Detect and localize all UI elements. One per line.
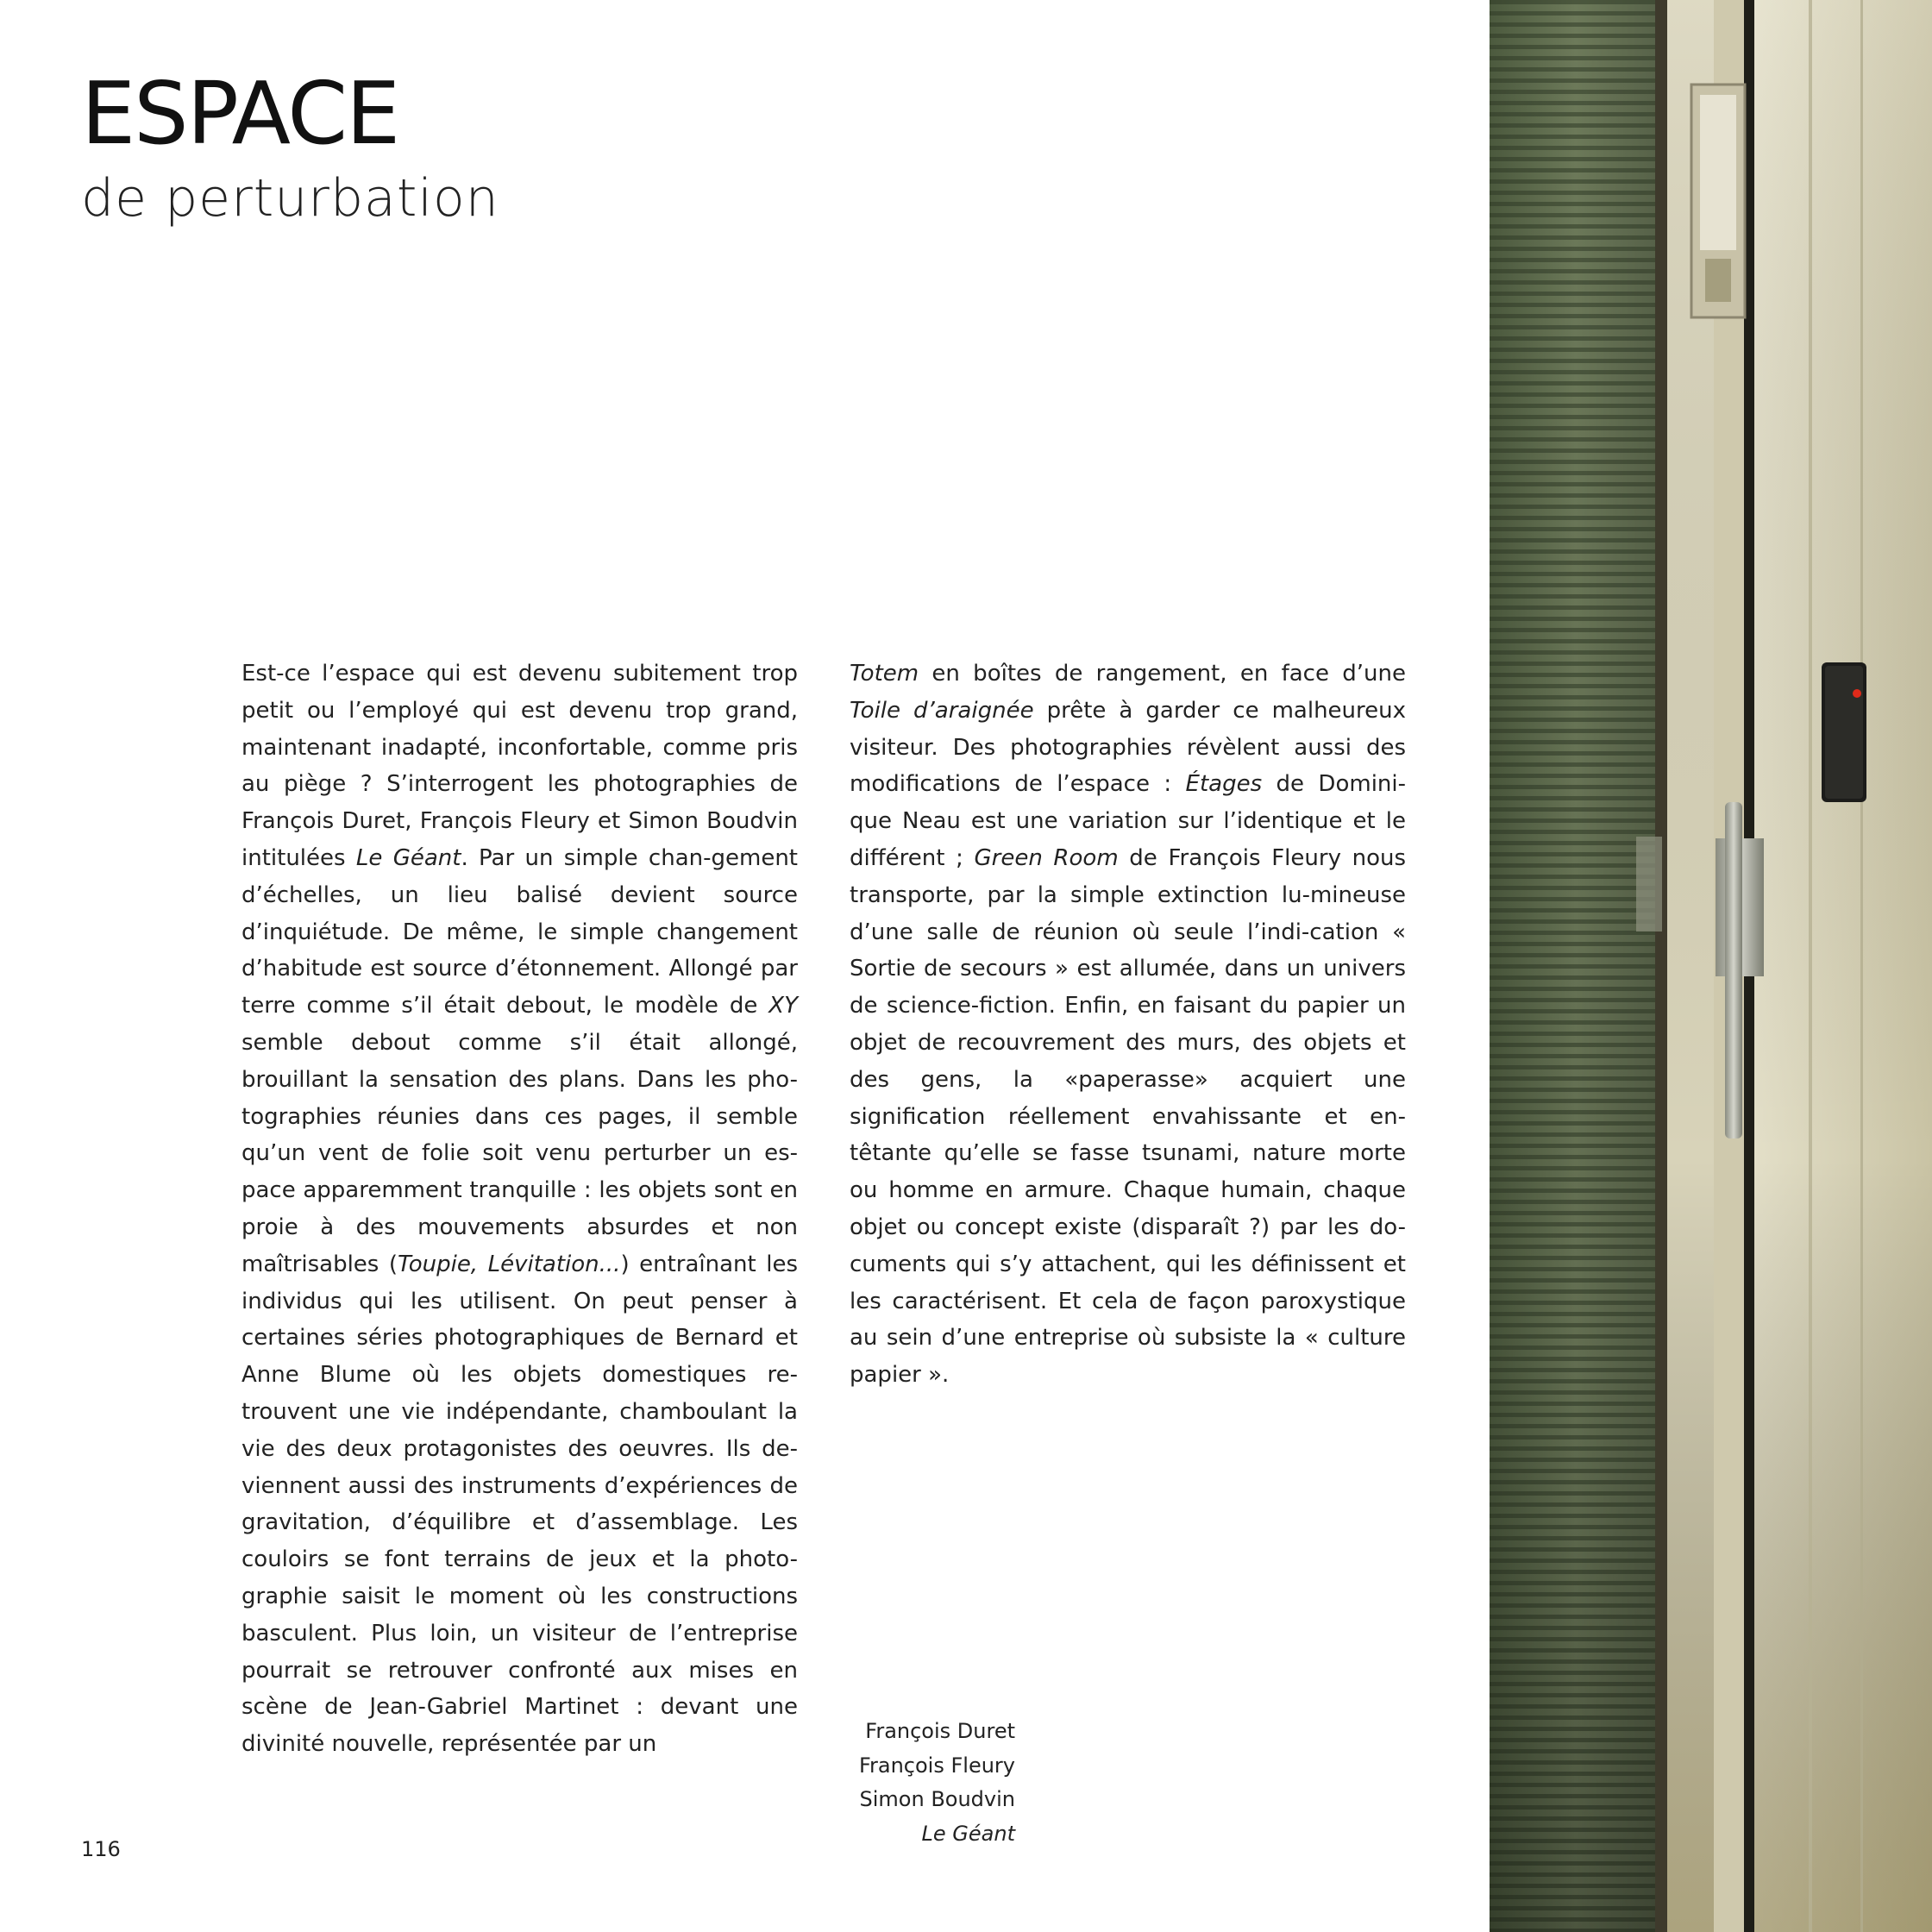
italic-text-run: Totem (850, 661, 919, 687)
italic-text-run: Le Géant (355, 844, 461, 871)
text-run: ) entraînant les individus qui les utilisent. On peut penser à certaines séries photographiques de Bernard et Anne Blume où les objets domestiques re-trouvent une vie indépendante, chamboulant la vie des deux protagonistes des oeuvres. Ils de-viennent aussi des instruments d’expériences de gravitation, d’équilibre et d’assemblage. Les couloirs se font terrains de jeux et la photo-graphie saisit le moment où les constructions basculent. Plus loin, un visiteur de l’entreprise pourrait se retrouver confronté aux mises en scène de Jean-Gabriel Martinet : devant une divinité nouvelle, représentée par un (242, 1251, 799, 1758)
italic-text-run: Toupie, Lévitation... (398, 1251, 621, 1277)
page-title: ESPACE (81, 63, 399, 164)
text-column-left (242, 656, 798, 1763)
text-run: en boîtes de rangement, en face d’une (919, 661, 1406, 687)
page-number: 116 (81, 1837, 121, 1861)
text-column-right (850, 656, 1406, 1394)
paragraph-left (242, 656, 798, 1763)
credit-work-title: Le Géant (921, 1821, 1015, 1846)
text-run: semble debout comme s’il était allongé, brouillant la sensation des plans. Dans les pho-tographies réunies dans ces pages, il semble qu’un vent de folie soit venu perturber un es-pace apparemment tranquille : les objets sont en proie à des mouvements absurdes et non maîtrisables ( (242, 1029, 798, 1277)
italic-text-run: Toile d’araignée (850, 697, 1034, 724)
credit-artist: Simon Boudvin (859, 1787, 1015, 1811)
photograph-door-corridor (1490, 0, 1932, 1932)
photograph (1490, 0, 1932, 1932)
text-run: de Domini-que Neau est une variation sur l’identique et le différent ; (850, 771, 1406, 871)
paragraph-right (850, 656, 1406, 1394)
photo-credits (859, 1715, 1015, 1851)
credit-artist: François Duret (865, 1719, 1015, 1743)
credit-artist: François Fleury (858, 1753, 1015, 1778)
text-run: prête à garder ce malheureux visiteur. Des photographies révèlent aussi des modifications de l’espace : (850, 697, 1406, 798)
italic-text-run: XY (768, 993, 798, 1019)
text-run: de François Fleury nous transporte, par la simple extinction lu-mineuse d’une salle de réunion où seule l’indi-cation « Sortie de secours » est allumée, dans un univers de science-fiction. Enfin, en faisant du papier un objet de recouvrement des murs, des objets et des gens, la «paperasse» acquiert une signification réellement envahissante et en-têtante qu’elle se fasse tsunami, nature morte ou homme en armure. Chaque humain, chaque objet ou concept existe (disparaît ?) par les do-cuments qui s’y attachent, qui les définissent et les caractérisent. Et cela de façon paroxystique au sein d’une entreprise où subsiste la « culture papier ». (850, 844, 1407, 1389)
italic-text-run: Étages (1185, 771, 1263, 798)
text-run: . Par un simple chan-gement d’échelles, un lieu balisé devient source d’inquiétude. De même, le simple changement d’habitude est source d’étonnement. Allongé par terre comme s’il était debout, le modèle de (242, 844, 798, 1019)
page-subtitle: de perturbation (81, 168, 499, 229)
text-run: Est-ce l’espace qui est devenu subitement trop petit ou l’employé qui est devenu trop grand, maintenant inadapté, inconfortable, comme pris au piège ? S’interrogent les photographies de François Duret, François Fleury et Simon Boudvin intitulées (242, 661, 798, 871)
italic-text-run: Green Room (974, 844, 1119, 871)
